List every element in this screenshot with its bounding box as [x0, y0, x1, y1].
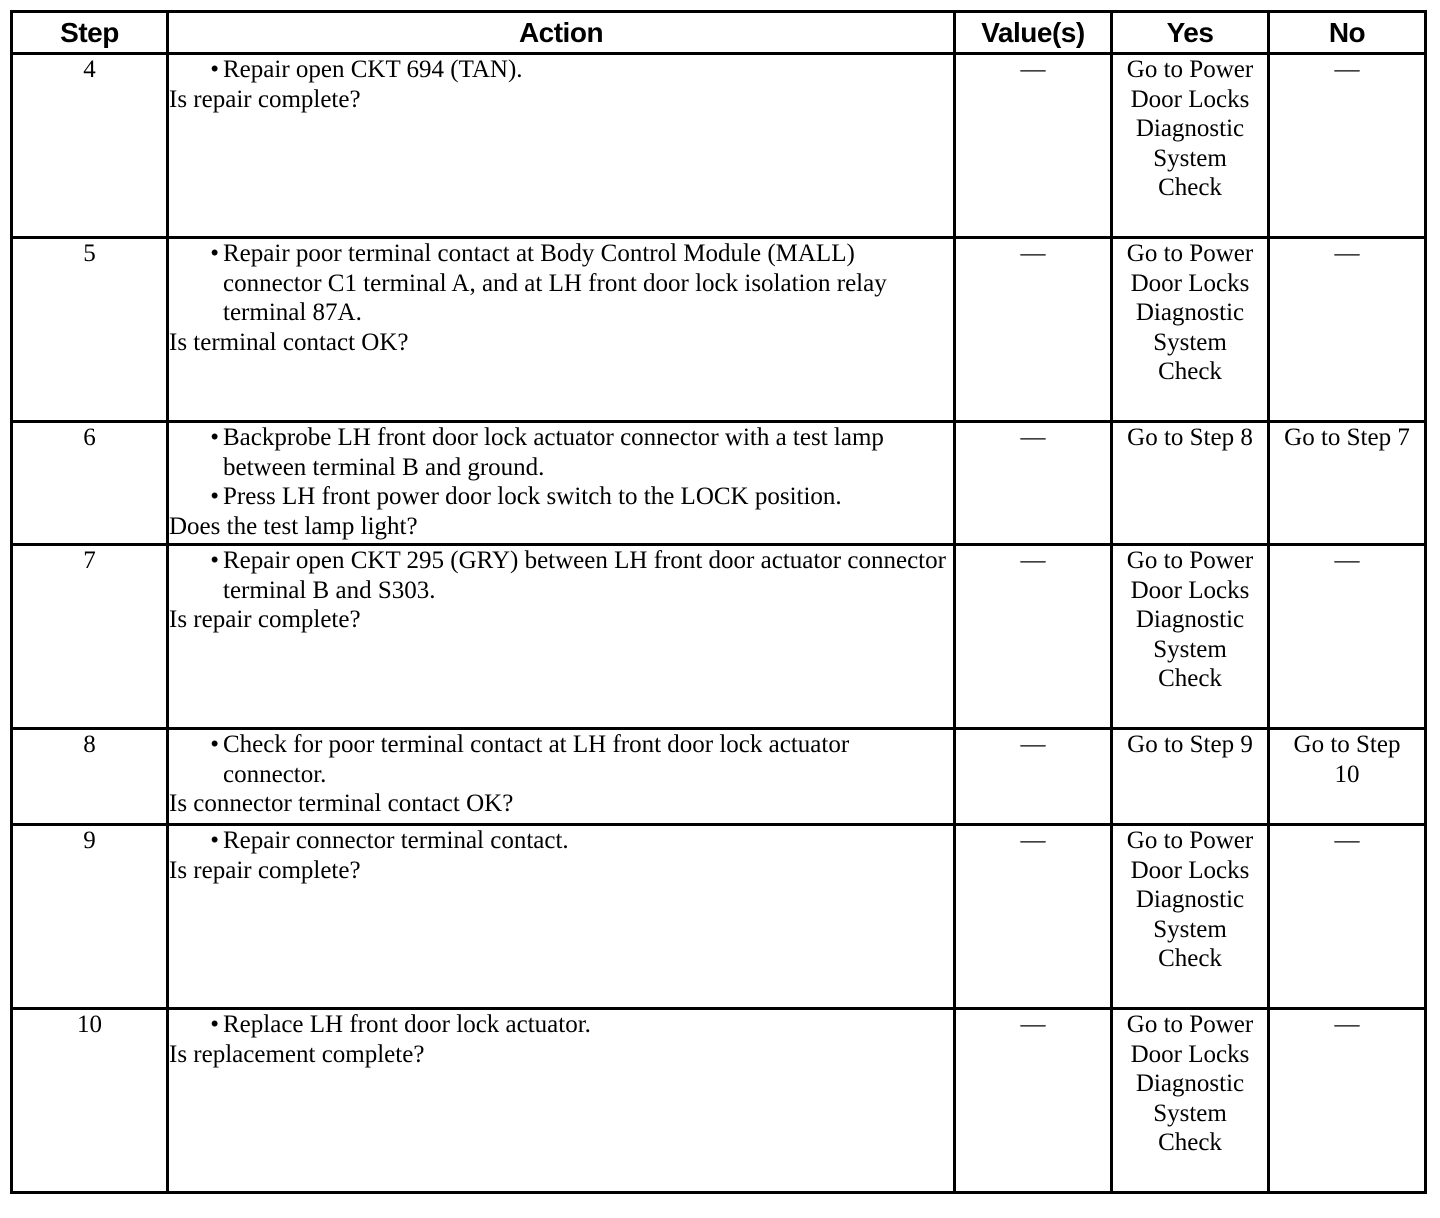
action-cell: [168, 545, 955, 729]
yes-cell: [1112, 729, 1269, 825]
no-text: Go to Step 7: [1284, 424, 1410, 451]
bullet-dot-icon: •: [210, 731, 219, 758]
bullet-dot-icon: •: [210, 827, 219, 854]
bullet-dot-icon: •: [210, 424, 219, 451]
no-cell: [1269, 729, 1426, 825]
yes-text: Go to Power Door Locks Diagnostic System Check: [1126, 56, 1254, 201]
table-row: [12, 545, 1426, 729]
table-row: [12, 825, 1426, 1009]
value-text: —: [1020, 1011, 1046, 1038]
bullet-dot-icon: •: [210, 547, 219, 574]
action-question: Is connector terminal contact OK?: [169, 790, 514, 817]
yes-cell: [1112, 545, 1269, 729]
bullet-dot-icon: •: [210, 483, 219, 510]
action-question: Does the test lamp light?: [169, 512, 418, 540]
yes-cell: [1112, 825, 1269, 1009]
table-row: [12, 422, 1426, 545]
action-cell: [168, 238, 955, 422]
action-bullet-text: Check for poor terminal contact at LH front door lock actuator connector.: [223, 731, 850, 788]
no-cell: [1269, 422, 1426, 545]
no-text: —: [1334, 1011, 1360, 1038]
value-text: —: [1020, 240, 1046, 267]
action-bullet: [169, 239, 953, 328]
no-cell: [1269, 238, 1426, 422]
value-text: —: [1020, 827, 1046, 854]
table-row: [12, 1009, 1426, 1193]
action-bullet: [169, 730, 953, 789]
yes-text: Go to Step 8: [1127, 424, 1253, 451]
step-cell: 5: [12, 238, 168, 422]
header-no: No: [1269, 12, 1426, 54]
action-bullet-text: Press LH front power door lock switch to the LOCK position.: [223, 483, 842, 510]
step-cell: 6: [12, 422, 168, 545]
action-cell: [168, 729, 955, 825]
action-bullet-text: Replace LH front door lock actuator.: [223, 1011, 591, 1038]
no-cell: [1269, 54, 1426, 238]
bullet-dot-icon: •: [210, 1011, 219, 1038]
action-question: Is replacement complete?: [169, 1040, 425, 1068]
action-question: Is repair complete?: [169, 856, 361, 884]
action-question: Is terminal contact OK?: [169, 328, 409, 356]
table-header-row: [12, 12, 1426, 54]
action-question: Is repair complete?: [169, 606, 361, 633]
value-cell: [955, 422, 1112, 545]
action-cell: [168, 1009, 955, 1193]
action-cell: [168, 422, 955, 545]
action-bullet-text: Repair poor terminal contact at Body Control Module (MALL) connector C1 terminal A, and at LH front door lock isolation relay terminal 87A.: [223, 240, 887, 326]
value-text: —: [1020, 547, 1046, 574]
no-text: —: [1334, 547, 1360, 574]
action-bullet: [169, 423, 953, 482]
action-question: Is repair complete?: [169, 85, 361, 113]
no-cell: [1269, 1009, 1426, 1193]
table-body: [12, 54, 1426, 1193]
value-text: —: [1020, 731, 1046, 758]
no-text: —: [1334, 56, 1360, 83]
action-cell: [168, 54, 955, 238]
table-row: [12, 238, 1426, 422]
yes-cell: [1112, 422, 1269, 545]
bullet-dot-icon: •: [210, 240, 219, 267]
yes-cell: [1112, 238, 1269, 422]
table-row: [12, 54, 1426, 238]
header-action: Action: [168, 12, 955, 54]
no-text: Go to Step 10: [1293, 731, 1401, 788]
yes-text: Go to Power Door Locks Diagnostic System Check: [1126, 827, 1254, 972]
header-step: Step: [12, 12, 168, 54]
diagnostic-table: [10, 10, 1427, 1194]
action-bullet-text: Repair open CKT 295 (GRY) between LH front door actuator connector terminal B and S303.: [223, 547, 946, 604]
yes-cell: [1112, 54, 1269, 238]
action-bullet-text: Backprobe LH front door lock actuator connector with a test lamp between terminal B and ground.: [223, 424, 884, 481]
action-bullet-text: Repair connector terminal contact.: [223, 827, 569, 854]
action-bullet: [169, 826, 953, 856]
value-cell: [955, 545, 1112, 729]
yes-text: Go to Power Door Locks Diagnostic System Check: [1126, 1011, 1254, 1156]
value-cell: [955, 825, 1112, 1009]
yes-text: Go to Power Door Locks Diagnostic System Check: [1126, 547, 1254, 692]
step-cell: 8: [12, 729, 168, 825]
action-bullet-text: Repair open CKT 694 (TAN).: [223, 56, 523, 83]
no-text: —: [1334, 240, 1360, 267]
step-cell: 10: [12, 1009, 168, 1193]
no-cell: [1269, 545, 1426, 729]
table-row: [12, 729, 1426, 825]
step-cell: 7: [12, 545, 168, 729]
yes-cell: [1112, 1009, 1269, 1193]
value-text: —: [1020, 424, 1046, 451]
action-bullet: [169, 55, 953, 85]
action-bullet: [169, 1010, 953, 1040]
value-text: —: [1020, 56, 1046, 83]
value-cell: [955, 729, 1112, 825]
step-cell: 9: [12, 825, 168, 1009]
header-values: Value(s): [955, 12, 1112, 54]
value-cell: [955, 54, 1112, 238]
no-text: —: [1334, 827, 1360, 854]
yes-text: Go to Step 9: [1127, 731, 1253, 758]
action-bullet: [169, 482, 953, 512]
action-bullet: [169, 546, 953, 605]
no-cell: [1269, 825, 1426, 1009]
header-yes: Yes: [1112, 12, 1269, 54]
value-cell: [955, 1009, 1112, 1193]
step-cell: 4: [12, 54, 168, 238]
bullet-dot-icon: •: [210, 56, 219, 83]
value-cell: [955, 238, 1112, 422]
yes-text: Go to Power Door Locks Diagnostic System Check: [1126, 240, 1254, 385]
action-cell: [168, 825, 955, 1009]
